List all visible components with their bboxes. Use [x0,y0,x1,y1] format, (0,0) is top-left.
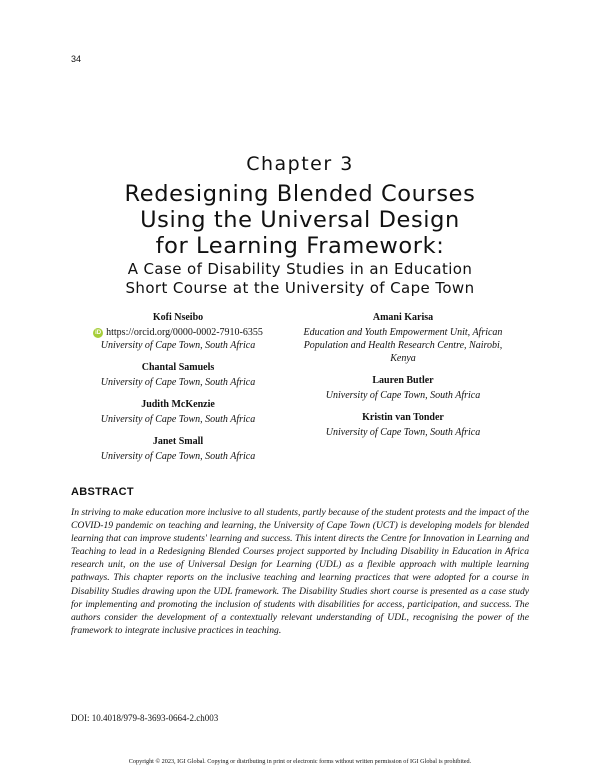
author-affiliation-line: Kenya [390,353,416,364]
author-block [293,311,513,365]
author-affiliation-line: Education and Youth Empowerment Unit, African [303,327,503,338]
author-affiliation: University of Cape Town, South Africa [325,390,481,401]
title-line: Using the Universal Design [140,207,460,233]
copyright-notice: Copyright © 2023, IGI Global. Copying or distributing in print or electronic forms without written permission of IGI Global is prohibited. [128,758,472,765]
author-name: Chantal Samuels [141,362,215,373]
title-line: Redesigning Blended Courses [124,181,476,207]
author-block [80,361,276,389]
author-name: Kofi Nseibo [152,312,204,323]
authors-right-column [293,311,513,448]
chapter-label: Chapter 3 [246,153,354,175]
chapter-title [0,181,600,259]
author-block [293,374,513,402]
orcid-icon: iD [95,329,102,336]
author-block [80,311,276,352]
author-name: Lauren Butler [372,375,434,386]
subtitle-line: Short Course at the University of Cape Town [125,279,475,297]
abstract-heading: ABSTRACT [71,486,134,498]
title-line: for Learning Framework: [155,233,445,259]
author-name: Janet Small [152,436,204,447]
author-name: Kristin van Tonder [362,412,444,423]
page-number: 34 [71,54,82,64]
author-affiliation-line: Population and Health Research Centre, Nairobi, [303,340,503,351]
author-affiliation: University of Cape Town, South Africa [100,340,256,351]
author-affiliation: University of Cape Town, South Africa [100,451,256,462]
authors-left-column [80,311,276,472]
author-affiliation: University of Cape Town, South Africa [100,377,256,388]
abstract-text: In striving to make education more inclusive to all students, partly because of the student protests and the impact of the COVID-19 pandemic on teaching and learning, the University of Cape Town (UCT) is developing models for blended learning that can improve students' learning and success. This intent directs the Centre for Innovation in Learning and Teaching to lead in a Redesigning Blended Courses project supported by Including Disability in Education in Africa research unit, on the use of Universal Design for Learning (UDL) as a flexible approach with multiple learning pathways. This chapter reports on the inclusive teaching and learning practices that were adopted for a course in Disability Studies drawing upon the UDL framework. The Disability Studies short course is presented as a case study for implementing and promoting the inclusion of students with disabilities for access, participation, and success. The authors consider the development of a contextually relevant understanding of UDL, recognising the power of the framework to integrate inclusive practices in teaching. [71,507,529,636]
author-name: Judith McKenzie [141,399,215,410]
author-block [80,398,276,426]
author-affiliation: University of Cape Town, South Africa [100,414,256,425]
subtitle-line: A Case of Disability Studies in an Education [127,260,473,278]
author-affiliation: University of Cape Town, South Africa [325,427,481,438]
chapter-subtitle [0,260,600,298]
orcid-row[interactable] [80,326,276,339]
author-block [80,435,276,463]
author-name: Amani Karisa [372,312,434,323]
doi[interactable]: DOI: 10.4018/979-8-3693-0664-2.ch003 [71,713,219,723]
orcid-link[interactable]: https://orcid.org/0000-0002-7910-6355 [106,327,263,338]
author-block [293,411,513,439]
